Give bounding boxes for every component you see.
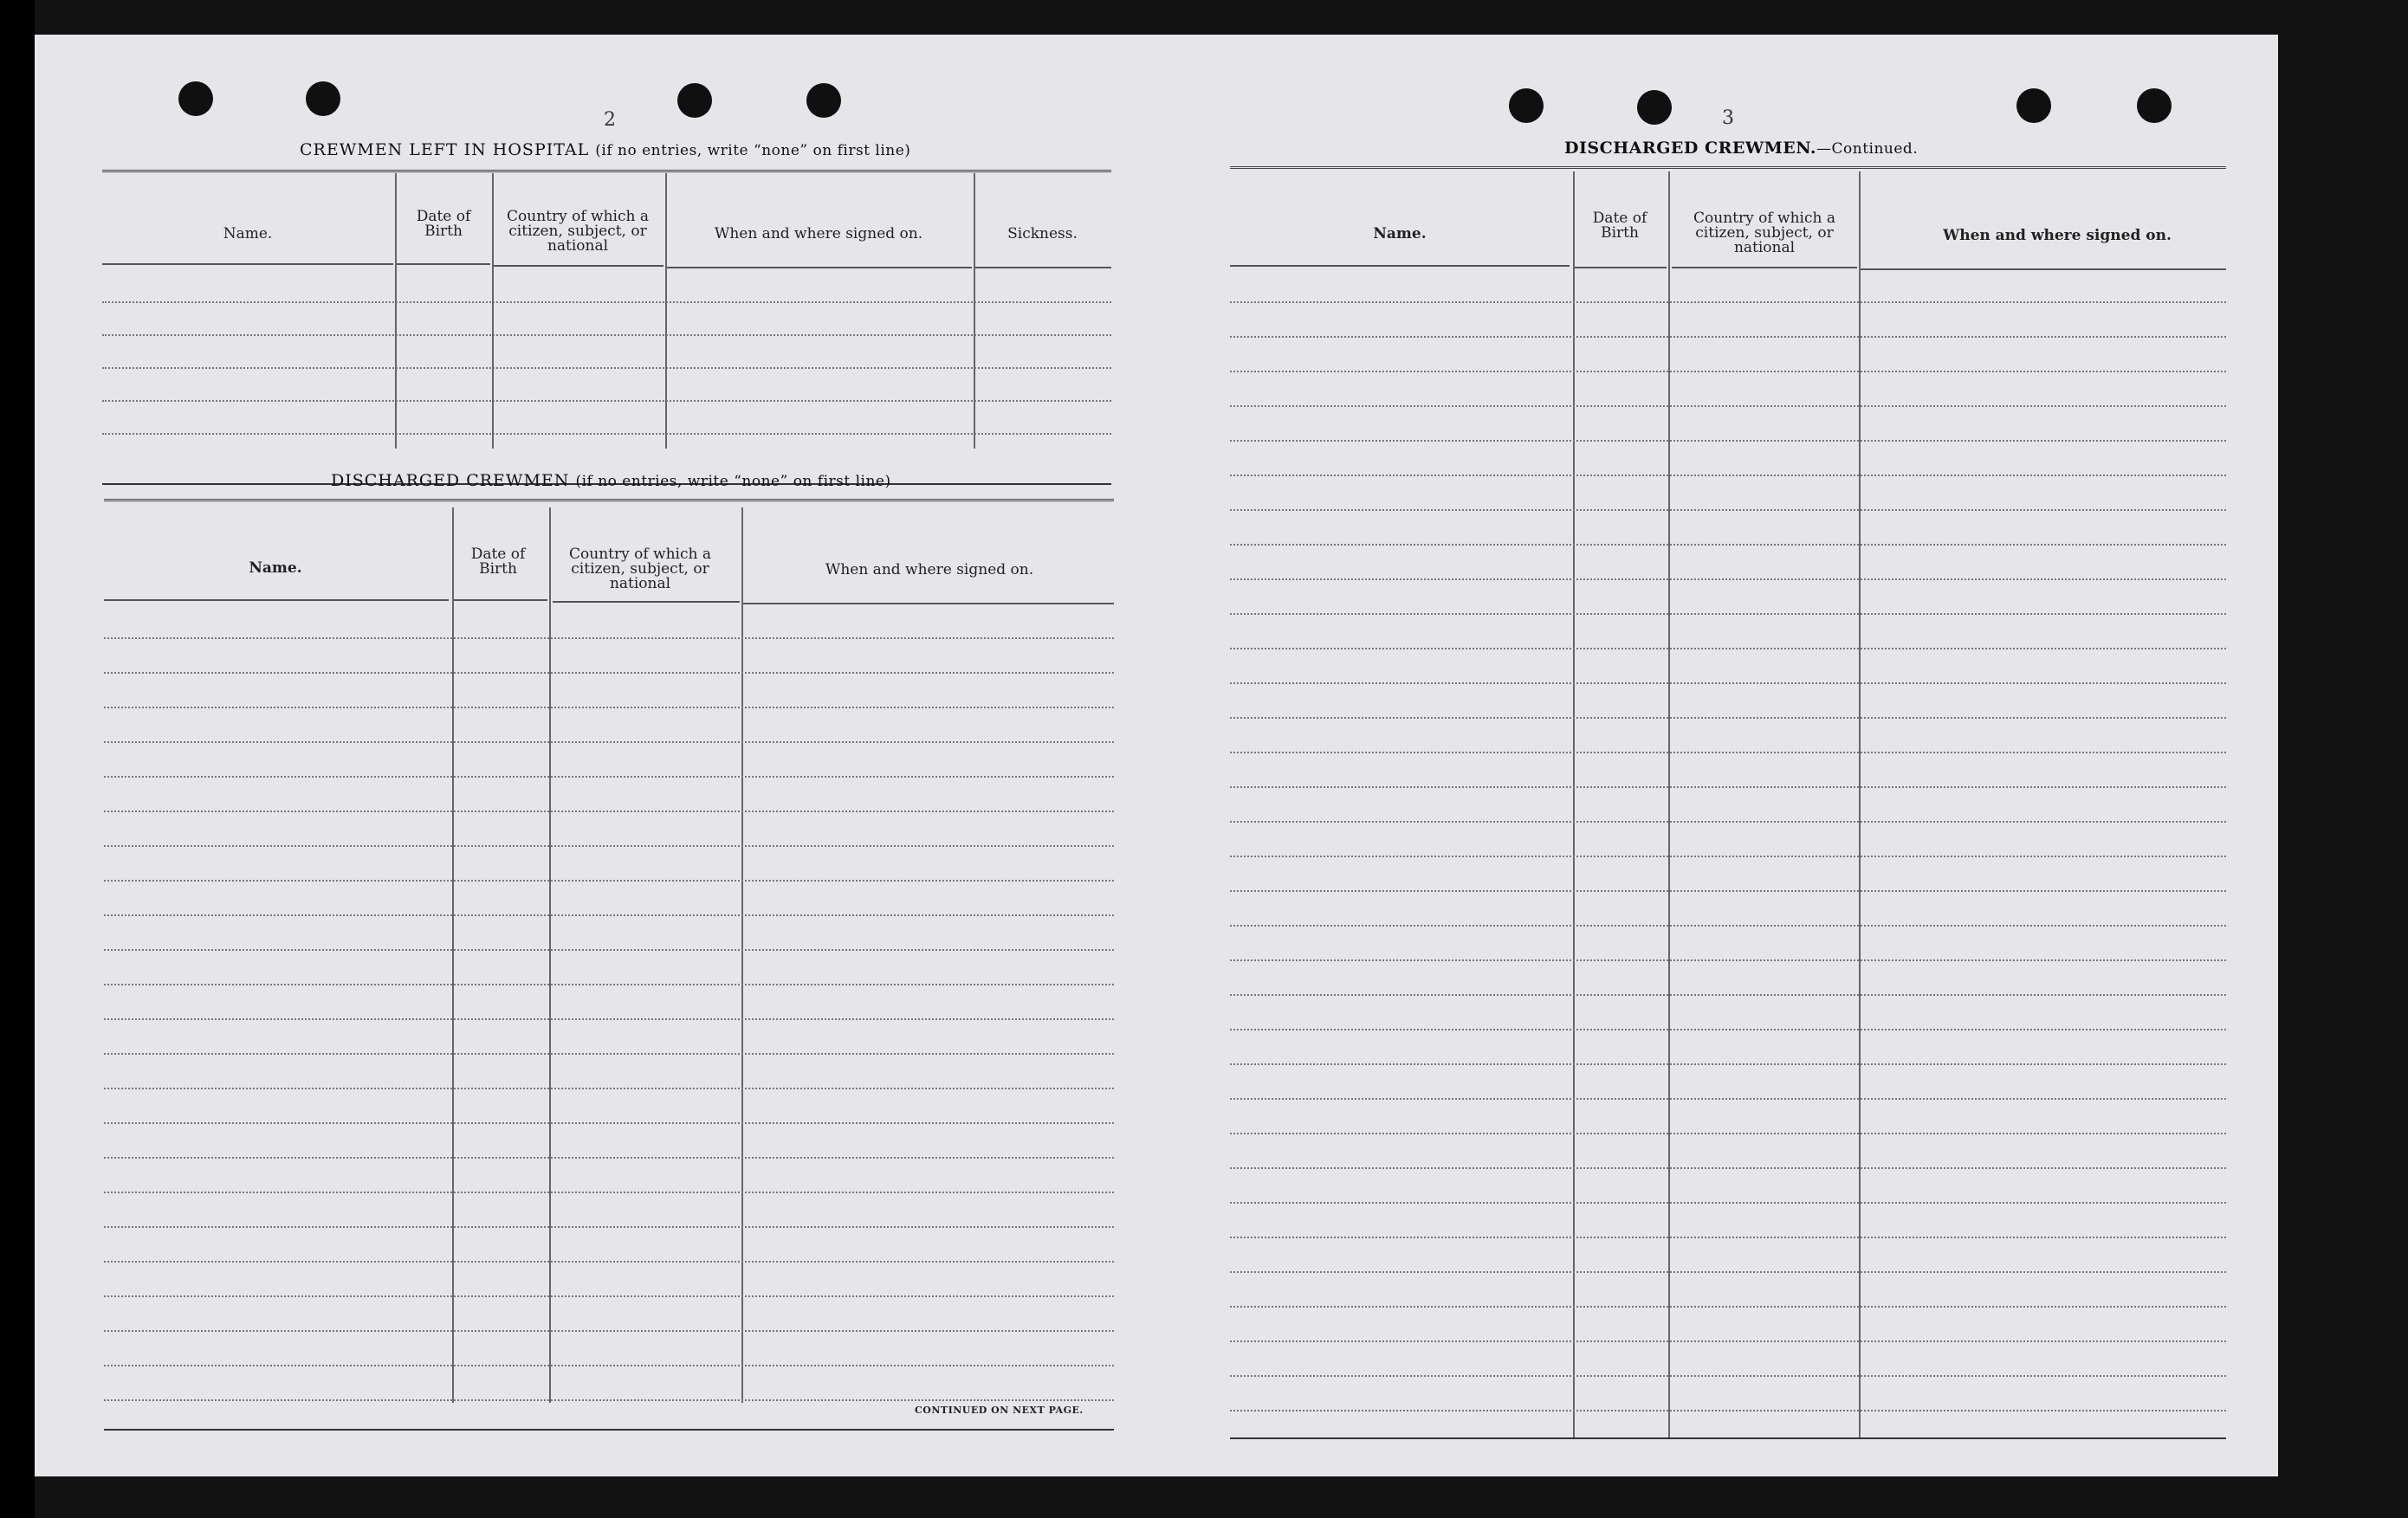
punch-hole: [1637, 90, 1672, 125]
column-divider: [395, 173, 397, 449]
entry-line: [1230, 752, 2226, 753]
entry-line: [1230, 821, 2226, 823]
entry-line: [102, 334, 1111, 336]
entry-line: [104, 1365, 1114, 1366]
col-header-date-of-birth: Date of Birth: [1592, 210, 1647, 242]
entry-line: [1230, 717, 2226, 719]
entry-line: [1230, 1133, 2226, 1134]
col-header-date-of-birth: Date of Birth: [416, 208, 471, 240]
column-divider: [492, 173, 494, 449]
discharged-title-text: DISCHARGED CREWMEN: [331, 471, 570, 490]
entry-line: [104, 1261, 1114, 1263]
column-divider: [974, 173, 975, 449]
entry-line: [104, 984, 1114, 985]
header-underline: [553, 601, 740, 603]
entry-line: [104, 914, 1114, 916]
entry-line: [104, 1295, 1114, 1297]
entry-line: [1230, 301, 2226, 303]
punch-hole: [2016, 88, 2051, 123]
entry-line: [1230, 890, 2226, 892]
column-divider: [741, 507, 743, 1403]
entry-line: [102, 433, 1111, 435]
page-number-left: 2: [604, 109, 616, 131]
header-underline: [1575, 267, 1667, 268]
continued-suffix: —Continued.: [1816, 140, 1919, 158]
punch-hole: [2137, 88, 2172, 123]
entry-line: [104, 811, 1114, 812]
entry-line: [1230, 648, 2226, 649]
entry-line: [1230, 1410, 2226, 1411]
entry-line: [104, 776, 1114, 778]
entry-line: [102, 400, 1111, 402]
entry-line: [1230, 613, 2226, 615]
entry-line: [104, 949, 1114, 951]
column-divider: [452, 507, 454, 1403]
page-number-right: 3: [1722, 107, 1734, 129]
entry-line: [1230, 1237, 2226, 1238]
entry-line: [1230, 959, 2226, 961]
scan-border: [0, 0, 35, 1518]
entry-line: [1230, 1375, 2226, 1377]
entry-line: [1230, 682, 2226, 684]
table-top-rule: [1230, 166, 2226, 169]
punch-hole: [1509, 88, 1544, 123]
col-header-signed-on: When and where signed on.: [714, 225, 923, 242]
entry-line: [1230, 1306, 2226, 1308]
column-divider: [1573, 171, 1575, 1439]
entry-line: [1230, 475, 2226, 476]
col-header-country: Country of which a citizen, subject, or national: [507, 208, 649, 255]
entry-line: [104, 1053, 1114, 1055]
entry-line: [104, 845, 1114, 847]
entry-line: [1230, 405, 2226, 407]
entry-line: [104, 637, 1114, 639]
punch-hole: [306, 81, 340, 116]
punch-hole: [677, 83, 712, 118]
header-underline: [975, 267, 1111, 268]
header-underline: [743, 603, 1114, 604]
entry-line: [1230, 544, 2226, 546]
entry-line: [1230, 1029, 2226, 1030]
entry-line: [1230, 1098, 2226, 1100]
entry-line: [102, 367, 1111, 369]
entry-line: [1230, 440, 2226, 442]
hospital-table: [102, 170, 1111, 490]
discharged-continued-title: DISCHARGED CREWMEN.: [1564, 139, 1817, 158]
discharged-table-left: [104, 499, 1114, 1444]
punch-hole: [178, 81, 213, 116]
entry-line: [1230, 1271, 2226, 1273]
hospital-instruction: (if no entries, write “none” on first line): [595, 142, 911, 159]
entry-line: [104, 1399, 1114, 1401]
entry-line: [1230, 509, 2226, 511]
entry-line: [104, 1018, 1114, 1020]
table-top-rule: [104, 499, 1114, 501]
entry-line: [1230, 1167, 2226, 1169]
column-divider: [1859, 171, 1861, 1439]
header-underline: [494, 265, 663, 267]
entry-line: [104, 1226, 1114, 1228]
entry-line: [1230, 925, 2226, 927]
discharged-section-title-left: [331, 471, 891, 490]
entry-line: [1230, 1063, 2226, 1065]
col-header-country: Country of which a citizen, subject, or national: [1693, 210, 1835, 256]
discharged-table-right: [1230, 166, 2226, 1448]
entry-line: [104, 672, 1114, 674]
col-header-signed-on: When and where signed on.: [825, 561, 1034, 578]
discharged-instruction: (if no entries, write “none” on first line): [575, 473, 891, 490]
header-underline: [102, 263, 393, 265]
entry-line: [1230, 994, 2226, 996]
table-bottom-rule: [1230, 1437, 2226, 1439]
header-underline: [1861, 268, 2226, 270]
entry-line: [104, 707, 1114, 708]
col-header-name: Name.: [223, 225, 273, 242]
header-underline: [1230, 265, 1570, 267]
entry-line: [1230, 1340, 2226, 1342]
entry-line: [102, 301, 1111, 303]
header-underline: [397, 263, 490, 265]
hospital-title-text: CREWMEN LEFT IN HOSPITAL: [300, 140, 590, 159]
entry-line: [104, 1122, 1114, 1124]
entry-line: [104, 741, 1114, 743]
table-bottom-rule: [104, 1429, 1114, 1431]
header-underline: [454, 599, 547, 601]
header-underline: [104, 599, 449, 601]
col-header-country: Country of which a citizen, subject, or national: [569, 546, 711, 592]
entry-line: [1230, 336, 2226, 338]
col-header-date-of-birth: Date of Birth: [470, 546, 526, 578]
col-header-name: Name.: [249, 559, 302, 577]
entry-line: [104, 1157, 1114, 1159]
punch-hole: [806, 83, 841, 118]
col-header-signed-on: When and where signed on.: [1943, 227, 2172, 244]
entry-line: [104, 880, 1114, 882]
col-header-name: Name.: [1373, 225, 1427, 242]
header-underline: [667, 267, 972, 268]
entry-line: [1230, 786, 2226, 788]
column-divider: [549, 507, 551, 1403]
column-divider: [665, 173, 667, 449]
entry-line: [1230, 371, 2226, 372]
discharged-section-title-right: [1564, 139, 1918, 158]
entry-line: [1230, 578, 2226, 580]
table-top-rule: [102, 170, 1111, 172]
entry-line: [104, 1088, 1114, 1089]
continued-note: CONTINUED ON NEXT PAGE.: [915, 1405, 1084, 1416]
entry-line: [104, 1192, 1114, 1193]
entry-line: [1230, 1202, 2226, 1204]
hospital-section-title: [300, 140, 910, 159]
col-header-sickness: Sickness.: [1007, 225, 1078, 242]
entry-line: [104, 1330, 1114, 1332]
entry-line: [1230, 856, 2226, 857]
form-sheet: [35, 35, 2278, 1476]
column-divider: [1668, 171, 1670, 1439]
header-underline: [1672, 267, 1857, 268]
